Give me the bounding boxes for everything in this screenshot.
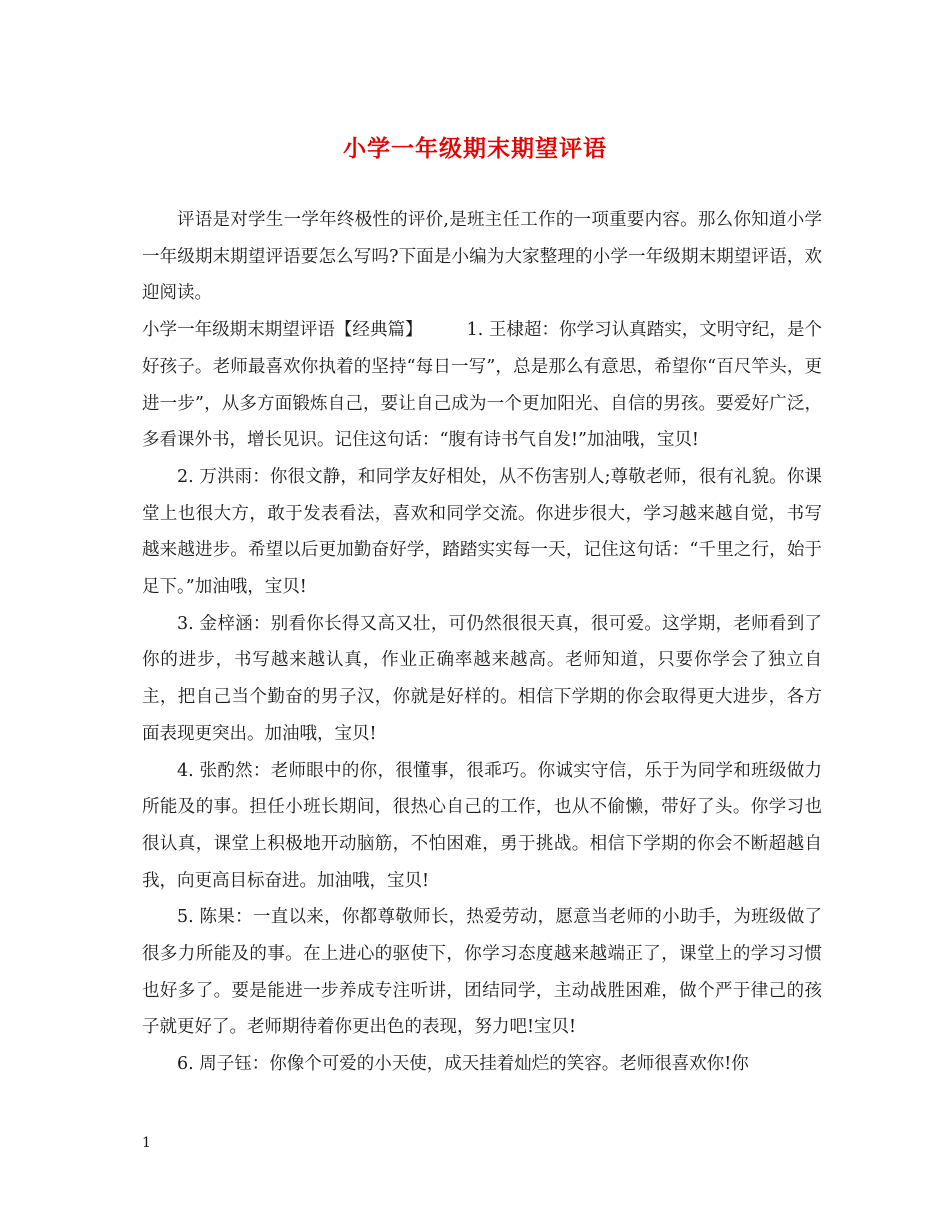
document-title: 小学一年级期末期望评语 (343, 135, 607, 162)
section-line (142, 312, 822, 459)
comment-item-4: 4. 张酌然：老师眼中的你，很懂事，很乖巧。你诚实守信，乐于为同学和班级做力所能及的事。担任小班长期间，很热心自己的工作，也从不偷懒，带好了头。你学习也很认真，课堂上积极地开动脑筋，不怕困难，勇于挑战。相信下学期的你会不断超越自我，向更高目标奋进。加油哦，宝贝! (142, 760, 822, 891)
intro-paragraph: 评语是对学生一学年终极性的评价,是班主任工作的一项重要内容。那么你知道小学一年级期末期望评语要怎么写吗?下面是小编为大家整理的小学一年级期末期望评语，欢迎阅读。 (142, 210, 822, 304)
page-number: 1 (142, 1135, 151, 1151)
comment-item-2: 2. 万洪雨：你很文静，和同学友好相处，从不伤害别人;尊敬老师，很有礼貌。你课堂上也很大方，敢于发表看法，喜欢和同学交流。你进步很大，学习越来越自觉，书写越来越进步。希望以后更加勤奋好学，踏踏实实每一天，记住这句话：“千里之行，始于足下。”加油哦，宝贝! (142, 466, 822, 598)
comment-item-6: 6. 周子钰：你像个可爱的小天使，成天挂着灿烂的笑容。老师很喜欢你!你 (177, 1054, 749, 1075)
comment-item-5: 5. 陈果：一直以来，你都尊敬师长，热爱劳动，愿意当老师的小助手，为班级做了很多力所能及的事。在上进心的驱使下，你学习态度越来越端正了，课堂上的学习习惯也好多了。要是能进一步养成专注听讲，团结同学，主动战胜困难，做个严于律己的孩子就更好了。老师期待着你更出色的表现，努力吧!宝贝! (142, 907, 822, 1038)
comment-item-1: 1. 王棣超：你学习认真踏实，文明守纪，是个好孩子。老师最喜欢你执着的坚持“每日一写”，总是那么有意思，希望你“百尺竿头，更进一步”，从多方面锻炼自己，要让自己成为一个更加阳光、自信的男孩。要爱好广泛，多看课外书，增长见识。记住这句话：“腹有诗书气自发!”加油哦，宝贝! (142, 320, 823, 451)
section-heading: 小学一年级期末期望评语【经典篇】 (142, 320, 423, 341)
document-body (142, 202, 822, 1083)
comment-item-3: 3. 金梓涵：别看你长得又高又壮，可仍然很很天真，很可爱。这学期，老师看到了你的进步，书写越来越认真，作业正确率越来越高。老师知道，只要你学会了独立自主，把自己当个勤奋的男子汉，你就是好样的。相信下学期的你会取得更大进步，各方面表现更突出。加油哦，宝贝! (142, 613, 822, 744)
